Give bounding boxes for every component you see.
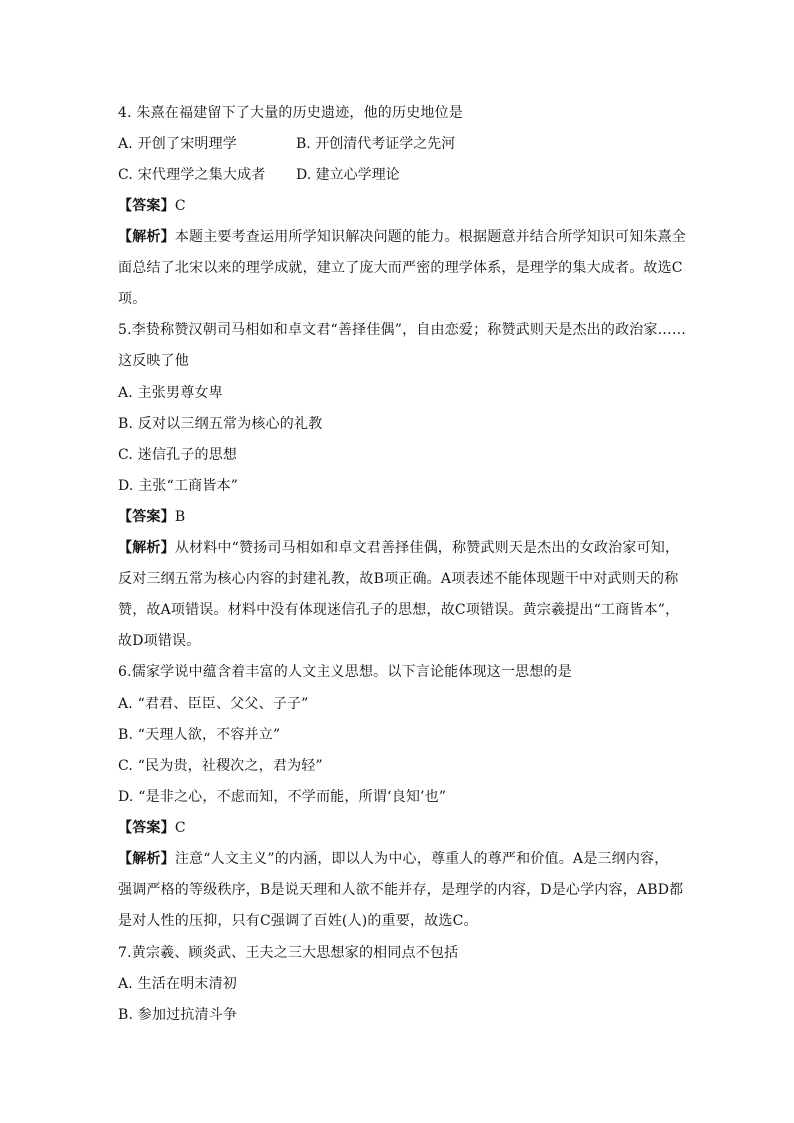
analysis-tag: 【解析】 bbox=[118, 229, 175, 245]
q7-option-a: A. 生活在明末清初 bbox=[118, 976, 238, 992]
answer-tag: 【答案】 bbox=[118, 820, 175, 836]
answer-value: B bbox=[174, 509, 186, 525]
q5-option-b: B. 反对以三纲五常为核心的礼教 bbox=[118, 416, 323, 432]
answer-value: C bbox=[174, 198, 186, 214]
q5-analysis-line-3: 赞，故A项错误。材料中没有体现迷信孔子的思想，故C项错误。黄宗羲提出“工商皆本”， bbox=[118, 602, 680, 618]
analysis-text: 从材料中“赞扬司马相如和卓文君善择佳偶，称赞武则天是杰出的女政治家可知， bbox=[174, 540, 680, 556]
q5-analysis-line-4: 故D项错误。 bbox=[118, 633, 201, 649]
q4-analysis-line-3: 项。 bbox=[118, 291, 147, 307]
q5-stem-line-2: 这反映了他 bbox=[118, 353, 189, 369]
q5-option-c: C. 迷信孔子的思想 bbox=[118, 447, 238, 463]
q6-option-b: B. “天理人欲，不容并立” bbox=[118, 727, 281, 743]
q4-option-a: A. 开创了宋明理学 bbox=[118, 136, 238, 152]
analysis-text: 注意“人文主义”的内涵，即以人为中心，尊重人的尊严和价值。A是三纲内容， bbox=[174, 851, 669, 867]
analysis-tag: 【解析】 bbox=[118, 851, 175, 867]
q6-option-d: D. “是非之心，不虑而知，不学而能，所谓‘良知’也” bbox=[118, 789, 447, 805]
q6-analysis-line-2: 强调严格的等级秩序，B是说天理和人欲不能并存，是理学的内容，D是心学内容，ABD都 bbox=[118, 882, 684, 898]
q5-analysis-line-1 bbox=[118, 538, 678, 558]
q6-option-c: C. “民为贵，社稷次之，君为轻” bbox=[118, 758, 323, 774]
q4-analysis-line-2: 面总结了北宋以来的理学成就，建立了庞大而严密的理学体系，是理学的集大成者。故选C bbox=[118, 260, 683, 276]
q4-analysis-line-1 bbox=[118, 227, 687, 247]
analysis-text: 本题主要考查运用所学知识解决问题的能力。根据题意并结合所学知识可知朱熹全 bbox=[174, 229, 687, 245]
answer-value: C bbox=[174, 820, 186, 836]
q4-option-b: B. 开创清代考证学之先河 bbox=[296, 136, 456, 152]
answer-tag: 【答案】 bbox=[118, 198, 175, 214]
q6-answer bbox=[118, 818, 678, 838]
q4-stem: 4. 朱熹在福建留下了大量的历史遗迹，他的历史地位是 bbox=[118, 105, 464, 121]
q4-option-d: D. 建立心学理论 bbox=[296, 167, 400, 183]
q4-option-c: C. 宋代理学之集大成者 bbox=[118, 167, 266, 183]
answer-tag: 【答案】 bbox=[118, 509, 175, 525]
q6-stem: 6.儒家学说中蕴含着丰富的人文主义思想。以下言论能体现这一思想的是 bbox=[118, 664, 572, 680]
q5-option-a: A. 主张男尊女卑 bbox=[118, 385, 223, 401]
q6-option-a: A. “君君、臣臣、父父、子子” bbox=[118, 696, 309, 712]
q7-option-b: B. 参加过抗清斗争 bbox=[118, 1007, 238, 1023]
q5-analysis-line-2: 反对三纲五常为核心内容的封建礼教，故B项正确。A项表述不能体现题干中对武则天的称 bbox=[118, 571, 679, 587]
q4-answer bbox=[118, 196, 678, 216]
q6-analysis-line-3: 是对人性的压抑，只有C强调了百姓(人)的重要，故选C。 bbox=[118, 913, 478, 929]
q6-analysis-line-1 bbox=[118, 849, 678, 869]
q5-stem-line-1: 5.李贽称赞汉朝司马相如和卓文君“善择佳偶”，自由恋爱；称赞武则天是杰出的政治家…… bbox=[118, 322, 687, 338]
analysis-tag: 【解析】 bbox=[118, 540, 175, 556]
q5-answer bbox=[118, 507, 678, 527]
q7-stem: 7.黄宗羲、顾炎武、王夫之三大思想家的相同点不包括 bbox=[118, 945, 459, 961]
q5-option-d: D. 主张“工商皆本” bbox=[118, 478, 239, 494]
